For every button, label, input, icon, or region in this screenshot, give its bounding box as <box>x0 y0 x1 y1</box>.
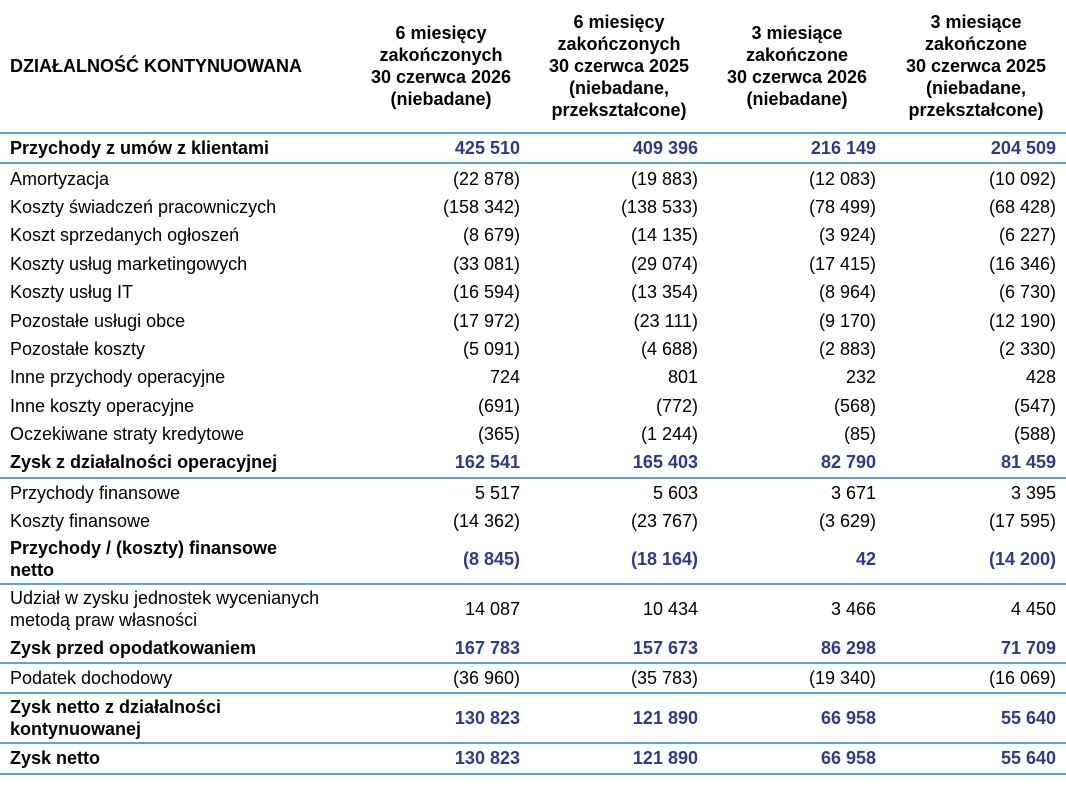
cell-3m-2026: 42 <box>708 535 886 584</box>
table-row <box>0 420 1066 448</box>
table-row <box>0 335 1066 363</box>
header-line: (niebadane) <box>746 89 848 109</box>
cell-6m-2026: 14 087 <box>464 599 520 620</box>
cell-6m-2026: (8 845) <box>352 535 530 584</box>
cell-6m-2026: 130 823 <box>352 693 530 743</box>
column-header-3m-2026 <box>708 0 886 133</box>
row-label: Koszt sprzedanych ogłoszeń <box>10 225 240 246</box>
cell-3m-2025: 428 <box>1025 367 1056 388</box>
table-row <box>0 193 1066 221</box>
cell-3m-2025: (6 227) <box>998 225 1056 246</box>
header-line: przekształcone) <box>908 100 1044 120</box>
row-label: Koszty usług IT <box>10 282 134 303</box>
cell-3m-2025: (547) <box>1013 395 1056 416</box>
row-label: Zysk z działalności operacyjnej <box>0 448 352 477</box>
row-label-line: kontynuowanej <box>10 719 142 740</box>
cell-6m-2026: (691) <box>477 395 520 416</box>
header-line: 3 miesiące <box>751 23 843 43</box>
table-row-net-profit <box>0 743 1066 773</box>
cell-3m-2025: 81 459 <box>886 448 1066 477</box>
cell-3m-2025: (12 190) <box>988 310 1056 331</box>
cell-6m-2026: (16 594) <box>452 282 520 303</box>
cell-3m-2026: (3 924) <box>818 225 876 246</box>
cell-6m-2026: 130 823 <box>352 743 530 773</box>
header-line: (niebadane, <box>568 78 670 98</box>
cell-6m-2025: (772) <box>655 395 698 416</box>
row-label: Zysk przed opodatkowaniem <box>0 633 352 662</box>
row-label: Zysk netto <box>0 743 352 773</box>
cell-6m-2025: (18 164) <box>530 535 708 584</box>
cell-6m-2025: (138 533) <box>620 196 698 217</box>
cell-3m-2026: (3 629) <box>818 511 876 532</box>
cell-3m-2025: 204 509 <box>886 133 1066 163</box>
table-row <box>0 392 1066 420</box>
header-line: (niebadane, <box>925 78 1027 98</box>
row-label-line: Przychody / (koszty) finansowe <box>10 538 278 559</box>
cell-6m-2026: (158 342) <box>442 196 520 217</box>
table-row <box>0 278 1066 306</box>
cell-6m-2025: (29 074) <box>630 253 698 274</box>
row-label: Inne przychody operacyjne <box>10 367 226 388</box>
cell-3m-2025: (14 200) <box>886 535 1066 584</box>
table-header-row <box>0 0 1066 133</box>
table-row-net-profit-continuing <box>0 693 1066 743</box>
cell-6m-2026: 5 517 <box>474 482 520 503</box>
cell-3m-2026: (78 499) <box>808 196 876 217</box>
cell-3m-2026: 232 <box>845 367 876 388</box>
cell-3m-2025: (2 330) <box>998 338 1056 359</box>
row-label: Oczekiwane straty kredytowe <box>10 424 245 445</box>
cell-6m-2026: (8 679) <box>462 225 520 246</box>
row-label: Koszty świadczeń pracowniczych <box>10 196 277 217</box>
cell-6m-2025: (35 783) <box>530 663 708 693</box>
cell-6m-2025: 10 434 <box>642 599 698 620</box>
column-header-6m-2025 <box>530 0 708 133</box>
header-line: 6 miesięcy <box>573 12 665 32</box>
cell-3m-2025: (16 346) <box>988 253 1056 274</box>
cell-6m-2025: 801 <box>667 367 698 388</box>
cell-6m-2026: 162 541 <box>352 448 530 477</box>
header-line: zakończone <box>924 34 1028 54</box>
header-line: zakończonych <box>557 34 681 54</box>
cell-6m-2025: (4 688) <box>640 338 698 359</box>
cell-3m-2025: 71 709 <box>886 633 1066 662</box>
row-label: Koszty usług marketingowych <box>10 253 248 274</box>
table-row <box>0 163 1066 192</box>
cell-3m-2026: 3 466 <box>830 599 876 620</box>
cell-6m-2025: (19 883) <box>630 168 698 189</box>
cell-6m-2025: (13 354) <box>630 282 698 303</box>
header-line: 30 czerwca 2026 <box>370 67 512 87</box>
cell-6m-2026: 724 <box>489 367 520 388</box>
cell-3m-2025: (10 092) <box>988 168 1056 189</box>
row-label: Podatek dochodowy <box>0 663 352 693</box>
cell-3m-2026: 82 790 <box>708 448 886 477</box>
cell-3m-2025: (68 428) <box>988 196 1056 217</box>
cell-6m-2026: 425 510 <box>352 133 530 163</box>
table-row-profit-before-tax <box>0 633 1066 662</box>
cell-6m-2025: 121 890 <box>530 693 708 743</box>
header-line: 30 czerwca 2025 <box>905 56 1047 76</box>
cell-3m-2025: 3 395 <box>1010 482 1056 503</box>
row-label: Pozostałe koszty <box>10 338 146 359</box>
header-line: 6 miesięcy <box>395 23 487 43</box>
cell-6m-2026: (22 878) <box>452 168 520 189</box>
cell-3m-2026: 3 671 <box>830 482 876 503</box>
table-header-label: DZIAŁALNOŚĆ KONTYNUOWANA <box>0 0 352 133</box>
cell-3m-2026: 66 958 <box>708 743 886 773</box>
table-row <box>0 363 1066 391</box>
row-label-line: Udział w zysku jednostek wycenianych <box>10 588 320 609</box>
cell-6m-2025: 121 890 <box>530 743 708 773</box>
cell-6m-2026: (17 972) <box>452 310 520 331</box>
row-label: Amortyzacja <box>10 168 110 189</box>
column-header-6m-2026 <box>352 0 530 133</box>
cell-3m-2025: (16 069) <box>886 663 1066 693</box>
header-line: 30 czerwca 2025 <box>548 56 690 76</box>
table-row <box>0 478 1066 507</box>
cell-3m-2026: (568) <box>833 395 876 416</box>
cell-6m-2025: (1 244) <box>640 424 698 445</box>
cell-3m-2026: 216 149 <box>708 133 886 163</box>
cell-6m-2025: (23 767) <box>630 511 698 532</box>
cell-6m-2025: (23 111) <box>633 310 698 331</box>
header-line: zakończone <box>745 45 849 65</box>
cell-3m-2026: (17 415) <box>808 253 876 274</box>
cell-6m-2025: 157 673 <box>530 633 708 662</box>
cell-3m-2025: (6 730) <box>998 282 1056 303</box>
cell-6m-2026: (36 960) <box>352 663 530 693</box>
cell-6m-2025: 409 396 <box>530 133 708 163</box>
row-label-line: metodą praw własności <box>10 610 198 631</box>
row-label: Inne koszty operacyjne <box>10 395 195 416</box>
table-row <box>0 250 1066 278</box>
table-row-operating-profit <box>0 448 1066 477</box>
table-row <box>0 306 1066 334</box>
table-row <box>0 221 1066 249</box>
cell-6m-2025: 5 603 <box>652 482 698 503</box>
table-row-net-finance <box>0 535 1066 584</box>
row-label: Przychody finansowe <box>10 482 181 503</box>
row-label: Koszty finansowe <box>10 511 151 532</box>
cell-3m-2025: 55 640 <box>886 693 1066 743</box>
header-line: (niebadane) <box>390 89 492 109</box>
cell-3m-2025: 55 640 <box>886 743 1066 773</box>
cell-3m-2026: (85) <box>843 424 876 445</box>
cell-6m-2025: (14 135) <box>630 225 698 246</box>
cell-6m-2026: (14 362) <box>452 511 520 532</box>
row-label: Przychody z umów z klientami <box>0 133 352 163</box>
row-label: Pozostałe usługi obce <box>10 310 186 331</box>
table-row-revenue <box>0 133 1066 163</box>
cell-6m-2026: (33 081) <box>452 253 520 274</box>
header-line: 30 czerwca 2026 <box>726 67 868 87</box>
cell-3m-2026: (12 083) <box>808 168 876 189</box>
cell-3m-2025: 4 450 <box>1010 599 1056 620</box>
row-label-line: Zysk netto z działalności <box>10 697 222 718</box>
header-line: zakończonych <box>379 45 503 65</box>
cell-3m-2026: (9 170) <box>818 310 876 331</box>
cell-6m-2026: (365) <box>477 424 520 445</box>
cell-6m-2026: (5 091) <box>462 338 520 359</box>
cell-3m-2026: (2 883) <box>818 338 876 359</box>
header-line: 3 miesiące <box>930 12 1022 32</box>
row-label <box>0 584 352 633</box>
cell-3m-2026: (19 340) <box>708 663 886 693</box>
cell-3m-2025: (17 595) <box>988 511 1056 532</box>
table-row <box>0 584 1066 633</box>
cell-3m-2025: (588) <box>1013 424 1056 445</box>
row-label <box>0 535 352 584</box>
table-row <box>0 663 1066 693</box>
cell-3m-2026: 66 958 <box>708 693 886 743</box>
table-row <box>0 507 1066 535</box>
row-label <box>0 693 352 743</box>
column-header-3m-2025 <box>886 0 1066 133</box>
header-line: przekształcone) <box>551 100 687 120</box>
cell-3m-2026: (8 964) <box>818 282 876 303</box>
cell-6m-2025: 165 403 <box>530 448 708 477</box>
cell-6m-2026: 167 783 <box>352 633 530 662</box>
cell-3m-2026: 86 298 <box>708 633 886 662</box>
row-label-line: netto <box>10 560 54 581</box>
